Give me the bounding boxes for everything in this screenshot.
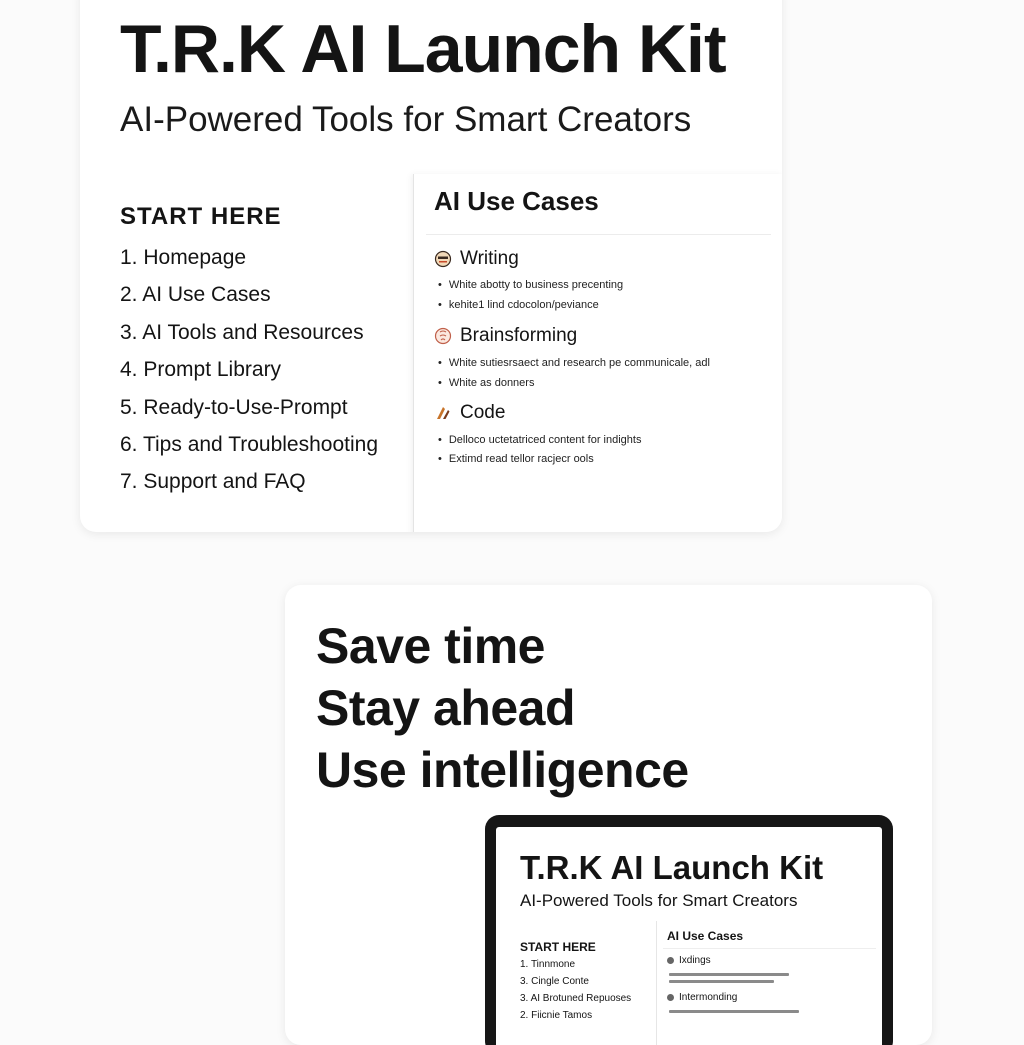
ai-use-cases-heading: AI Use Cases: [434, 186, 599, 216]
mockup-section-icon: [667, 957, 674, 964]
section-code[interactable]: [434, 402, 505, 424]
page-title: T.R.K AI Launch Kit: [120, 11, 726, 87]
section-brainstorming-title: Brainsforming: [460, 325, 578, 346]
start-item-prompt-library[interactable]: 4. Prompt Library: [120, 358, 282, 382]
mockup-start-item: 2. Fiicnie Tamos: [520, 1010, 593, 1021]
mockup-panel-heading: AI Use Cases: [667, 929, 744, 943]
mockup-start-item: 3. AI Brotuned Repuoses: [520, 993, 632, 1004]
section-writing[interactable]: [434, 248, 519, 270]
mockup-subtitle: AI-Powered Tools for Smart Creators: [520, 891, 798, 910]
tagline-line: Use intelligence: [316, 742, 689, 798]
mockup-use-cases-panel: [656, 921, 882, 1045]
divider: [426, 234, 771, 235]
start-here-heading: START HERE: [120, 203, 282, 230]
mockup-start-item: 1. Tinnmone: [520, 959, 576, 970]
writing-bullet: • kehite1 lind cdocolon/peviance: [438, 299, 599, 311]
promo-tagline: [316, 615, 689, 801]
mockup-section-title: Intermonding: [679, 992, 738, 1003]
start-item-ready-prompt[interactable]: 5. Ready-to-Use-Prompt: [120, 395, 348, 419]
start-item-ai-use-cases[interactable]: 2. AI Use Cases: [120, 283, 271, 307]
mockup-start-heading: START HERE: [520, 940, 596, 954]
brainstorming-bullet: • White as donners: [438, 377, 534, 389]
tagline-line: Stay ahead: [316, 680, 576, 736]
mockup-text-line: [669, 973, 789, 976]
mockup-text-line: [669, 980, 774, 983]
mockup-start-item: 3. Cingle Conte: [520, 976, 589, 987]
device-mockup: [485, 815, 893, 1045]
mockup-title: T.R.K AI Launch Kit: [520, 849, 824, 886]
start-item-ai-tools[interactable]: 3. AI Tools and Resources: [120, 320, 364, 344]
mockup-section-icon: [667, 994, 674, 1001]
promo-card: [285, 585, 932, 1045]
section-writing-title: Writing: [460, 248, 519, 269]
start-item-homepage[interactable]: 1. Homepage: [120, 246, 247, 269]
tagline-line: Save time: [316, 618, 545, 674]
code-icon: [434, 404, 452, 422]
mockup-section-title: Ixdings: [679, 955, 711, 966]
device-screen: [496, 827, 882, 1045]
start-item-support[interactable]: 7. Support and FAQ: [120, 470, 306, 494]
brainstorm-icon: [434, 327, 452, 345]
mockup-text-line: [669, 1010, 799, 1013]
start-item-tips[interactable]: 6. Tips and Troubleshooting: [120, 432, 379, 456]
ai-use-cases-panel: [413, 174, 782, 532]
code-bullet: • Delloco uctetatriced content for indights: [438, 434, 641, 446]
start-here-list: [120, 244, 378, 506]
writing-icon: [434, 250, 452, 268]
mockup-section: [667, 992, 737, 1003]
launch-kit-card: [80, 0, 782, 532]
page-subtitle: AI-Powered Tools for Smart Creators: [120, 100, 692, 139]
divider: [663, 948, 876, 949]
brainstorming-bullet: • White sutiesrsaect and research pe communicale, adl: [438, 357, 710, 369]
mockup-start-list: [520, 958, 631, 1026]
section-code-title: Code: [460, 402, 506, 423]
writing-bullet: • White abotty to business precenting: [438, 279, 623, 291]
section-brainstorming[interactable]: [434, 325, 577, 347]
code-bullet: • Extimd read tellor racjecr ools: [438, 453, 594, 465]
mockup-section: [667, 955, 711, 966]
